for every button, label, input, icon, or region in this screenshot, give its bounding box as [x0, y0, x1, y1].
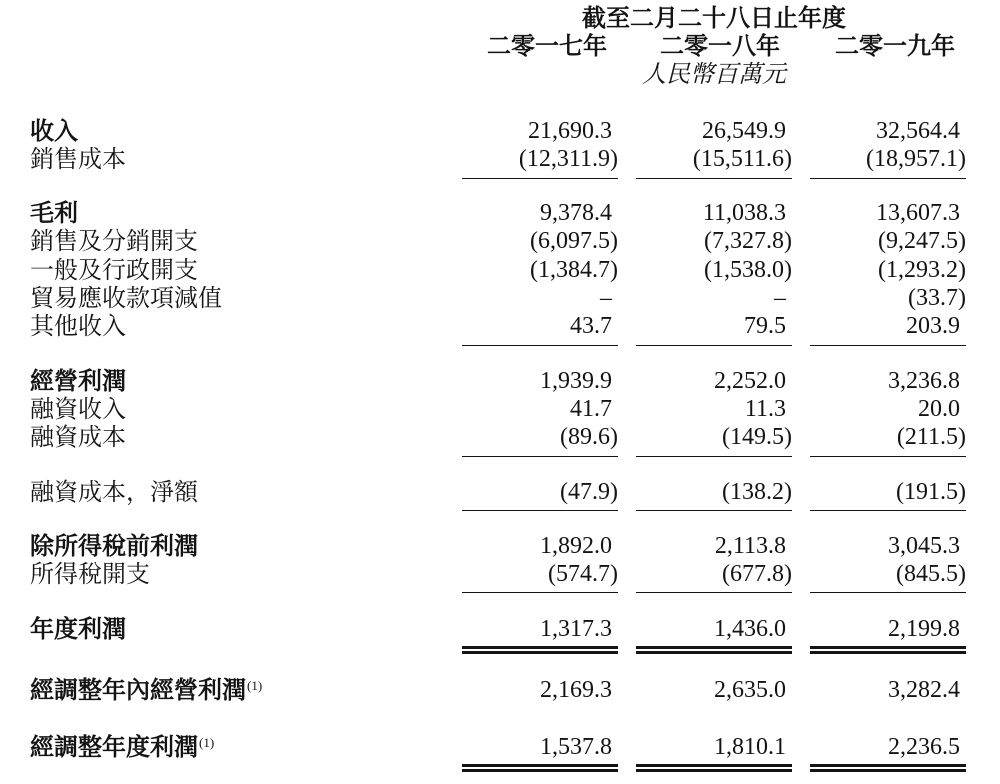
- value-fy2018: (7,327.8): [704, 228, 792, 254]
- row-label: 銷售成本: [30, 145, 126, 173]
- value-fy2018: 2,635.0: [714, 677, 786, 703]
- row-label: 年度利潤: [30, 615, 126, 643]
- row-label: 銷售及分銷開支: [30, 227, 198, 255]
- rule-segment: [462, 178, 618, 180]
- value-fy2017: 1,537.8: [540, 734, 612, 760]
- row-other-income: [0, 312, 1000, 340]
- row-revenue: [0, 117, 1000, 145]
- value-fy2017: 41.7: [570, 396, 612, 422]
- rule-segment: [810, 646, 966, 654]
- value-fy2018: (138.2): [722, 479, 792, 505]
- underline-rule: [0, 592, 1000, 600]
- year-header-2019: 二零一九年: [835, 32, 955, 60]
- value-fy2019: (845.5): [896, 561, 966, 587]
- rule-segment: [462, 456, 618, 458]
- value-fy2019: (33.7): [908, 285, 966, 311]
- rule-segment: [810, 178, 966, 180]
- row-trade-receivables-impairment: [0, 284, 1000, 312]
- rule-segment: [810, 456, 966, 458]
- period-header: 截至二月二十八日止年度: [582, 4, 846, 32]
- row-label: 融資成本: [30, 423, 126, 451]
- value-fy2017: 1,317.3: [540, 616, 612, 642]
- value-fy2017: –: [600, 285, 612, 311]
- value-fy2019: 203.9: [906, 313, 960, 339]
- value-fy2019: 2,199.8: [888, 616, 960, 642]
- value-fy2018: 79.5: [744, 313, 786, 339]
- rule-segment: [636, 510, 792, 512]
- value-fy2017: (6,097.5): [530, 228, 618, 254]
- value-fy2019: (211.5): [896, 424, 966, 450]
- value-fy2018: (15,511.6): [692, 146, 792, 172]
- underline-rule: [0, 178, 1000, 186]
- rule-segment: [636, 456, 792, 458]
- underline-rule: [0, 456, 1000, 464]
- row-finance-income: [0, 395, 1000, 423]
- row-label: 經調整年度利潤: [30, 733, 198, 761]
- year-header-2017: 二零一七年: [487, 32, 607, 60]
- rule-segment: [462, 510, 618, 512]
- value-fy2019: 13,607.3: [876, 200, 960, 226]
- row-label: 一般及行政開支: [30, 256, 198, 284]
- row-cost-of-sales: [0, 145, 1000, 173]
- footnote-marker: (1): [199, 735, 215, 750]
- value-fy2018: 1,810.1: [714, 734, 786, 760]
- row-label-wrap: [30, 733, 214, 761]
- value-fy2018: (149.5): [722, 424, 792, 450]
- value-fy2017: 2,169.3: [540, 677, 612, 703]
- value-fy2018: 11,038.3: [702, 200, 786, 226]
- year-header-2018: 二零一八年: [660, 32, 780, 60]
- rule-segment: [462, 764, 618, 772]
- value-fy2018: (1,538.0): [704, 257, 792, 283]
- value-fy2019: (1,293.2): [878, 257, 966, 283]
- value-fy2017: (47.9): [560, 479, 618, 505]
- value-fy2018: 2,113.8: [714, 533, 786, 559]
- row-label-wrap: [30, 676, 262, 704]
- value-fy2018: 11.3: [744, 396, 786, 422]
- row-income-tax-expense: [0, 560, 1000, 588]
- rule-segment: [636, 178, 792, 180]
- rule-segment: [810, 592, 966, 594]
- row-general-admin-expenses: [0, 256, 1000, 284]
- value-fy2017: 21,690.3: [528, 118, 612, 144]
- row-operating-profit: [0, 367, 1000, 395]
- row-label: 融資收入: [30, 395, 126, 423]
- underline-rule: [0, 510, 1000, 518]
- rule-segment: [636, 345, 792, 347]
- value-fy2018: 26,549.9: [702, 118, 786, 144]
- value-fy2017: 9,378.4: [540, 200, 612, 226]
- row-label: 所得稅開支: [30, 560, 150, 588]
- value-fy2018: –: [774, 285, 786, 311]
- row-gross-profit: [0, 199, 1000, 227]
- value-fy2019: 3,045.3: [888, 533, 960, 559]
- row-adjusted-operating-profit: [0, 676, 1000, 704]
- row-adjusted-profit-for-year: [0, 733, 1000, 761]
- value-fy2017: 43.7: [570, 313, 612, 339]
- value-fy2019: (9,247.5): [878, 228, 966, 254]
- value-fy2017: (12,311.9): [518, 146, 618, 172]
- rule-segment: [810, 764, 966, 772]
- row-label: 除所得稅前利潤: [30, 532, 198, 560]
- value-fy2018: 2,252.0: [714, 368, 786, 394]
- value-fy2018: (677.8): [722, 561, 792, 587]
- row-profit-before-tax: [0, 532, 1000, 560]
- rule-segment: [462, 345, 618, 347]
- row-selling-distribution-expenses: [0, 227, 1000, 255]
- rule-segment: [810, 345, 966, 347]
- double-underline-rule: [0, 764, 1000, 772]
- row-finance-costs-net: [0, 478, 1000, 506]
- value-fy2017: (1,384.7): [530, 257, 618, 283]
- value-fy2017: 1,939.9: [540, 368, 612, 394]
- row-label: 經營利潤: [30, 367, 126, 395]
- row-label: 毛利: [30, 199, 78, 227]
- row-label: 收入: [30, 117, 78, 145]
- row-label: 經調整年內經營利潤: [30, 676, 246, 704]
- footnote-marker: (1): [247, 678, 263, 693]
- rule-segment: [636, 764, 792, 772]
- value-fy2017: 1,892.0: [540, 533, 612, 559]
- value-fy2018: 1,436.0: [714, 616, 786, 642]
- value-fy2019: (18,957.1): [866, 146, 966, 172]
- row-finance-costs: [0, 423, 1000, 451]
- currency-unit: 人民幣百萬元: [642, 60, 786, 88]
- row-profit-for-year: [0, 615, 1000, 643]
- value-fy2019: 3,236.8: [888, 368, 960, 394]
- value-fy2017: (89.6): [560, 424, 618, 450]
- rule-segment: [810, 510, 966, 512]
- double-underline-rule: [0, 646, 1000, 654]
- row-label: 貿易應收款項減值: [30, 284, 222, 312]
- value-fy2019: 32,564.4: [876, 118, 960, 144]
- row-label: 融資成本，淨額: [30, 478, 198, 506]
- rule-segment: [462, 646, 618, 654]
- row-label: 其他收入: [30, 312, 126, 340]
- value-fy2017: (574.7): [548, 561, 618, 587]
- value-fy2019: (191.5): [896, 479, 966, 505]
- value-fy2019: 20.0: [918, 396, 960, 422]
- value-fy2019: 3,282.4: [888, 677, 960, 703]
- rule-segment: [462, 592, 618, 594]
- rule-segment: [636, 592, 792, 594]
- value-fy2019: 2,236.5: [888, 734, 960, 760]
- rule-segment: [636, 646, 792, 654]
- underline-rule: [0, 345, 1000, 353]
